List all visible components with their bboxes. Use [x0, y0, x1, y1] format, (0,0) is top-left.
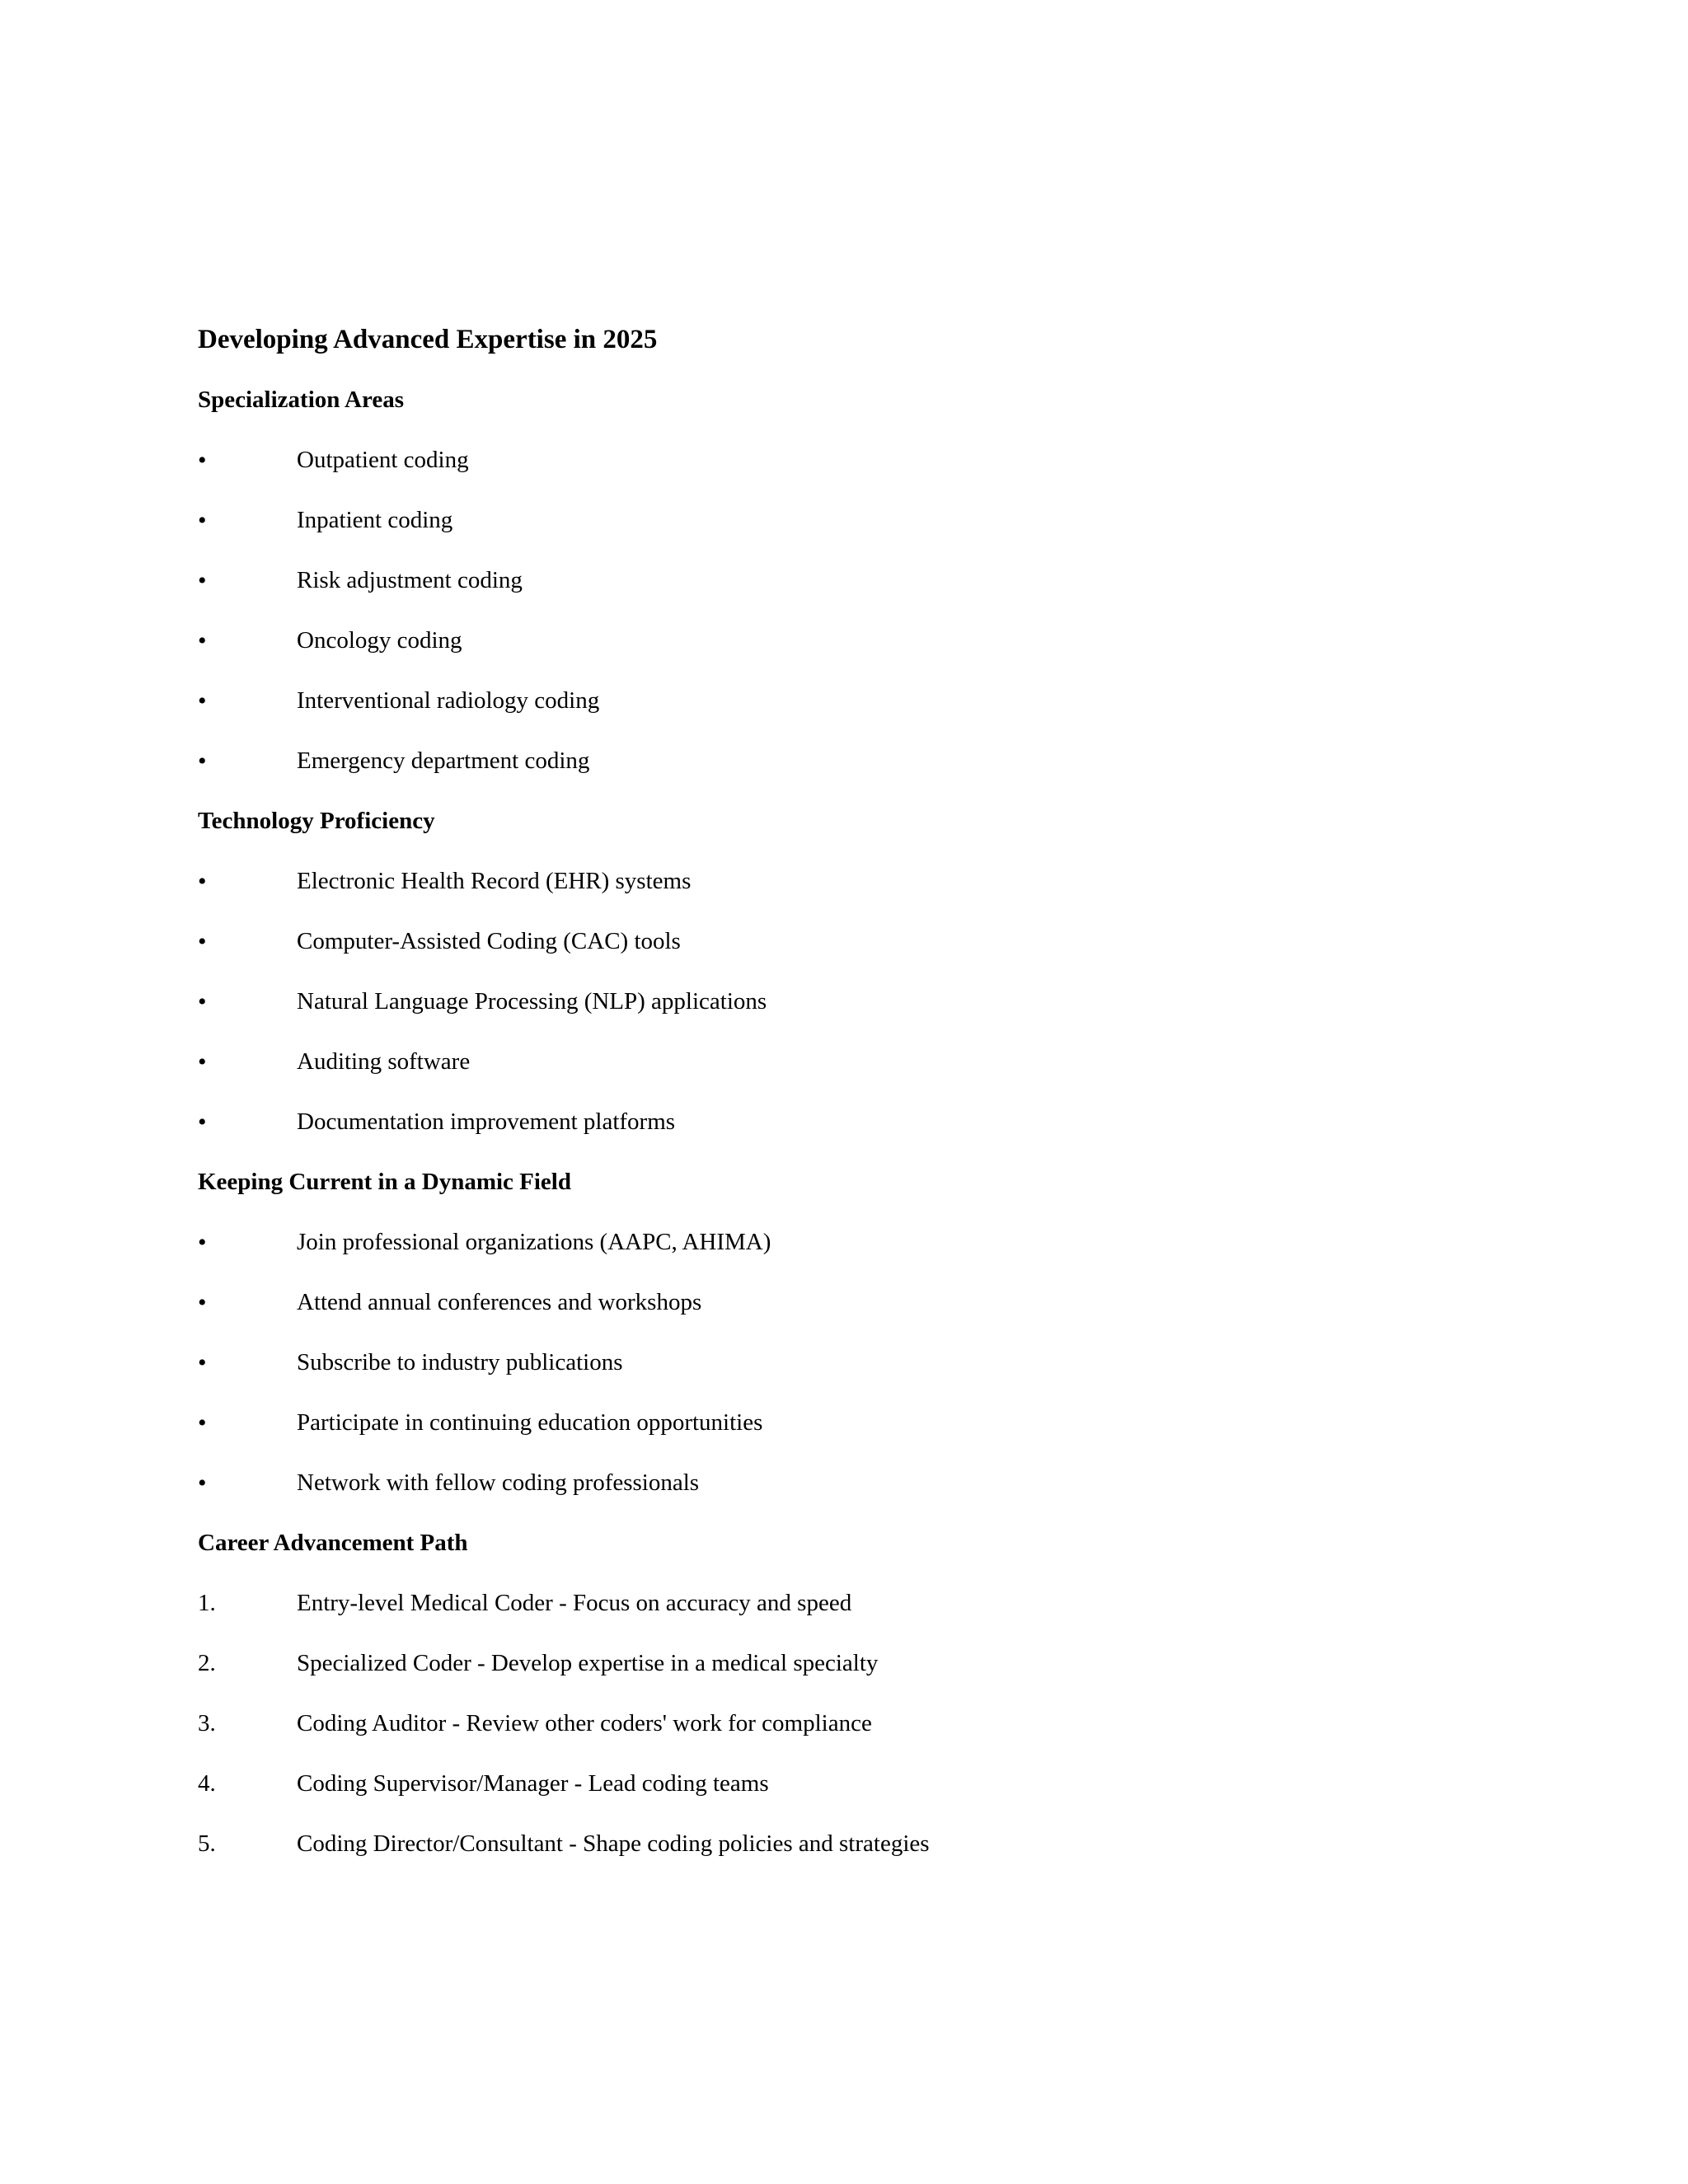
list-item-text: Natural Language Processing (NLP) applications: [297, 988, 767, 1015]
bullet-marker: •: [198, 1108, 207, 1136]
list-item: [198, 1224, 1517, 1261]
list-item: [198, 1404, 1517, 1441]
section-heading-career-advancement-path: Career Advancement Path: [198, 1530, 468, 1556]
list-item: [198, 1825, 1517, 1863]
number-marker: 2.: [198, 1650, 216, 1676]
career-advancement-list: [198, 1585, 1517, 1863]
document-title: Developing Advanced Expertise in 2025: [198, 325, 658, 354]
bullet-marker: •: [198, 627, 207, 654]
list-item-text: Network with fellow coding professionals: [297, 1469, 700, 1496]
list-item-text: Participate in continuing education opportunities: [297, 1409, 763, 1436]
bullet-marker: •: [198, 988, 207, 1015]
list-item: [198, 1645, 1517, 1682]
list-item-text: Coding Supervisor/Manager - Lead coding teams: [297, 1770, 769, 1797]
list-item-text: Interventional radiology coding: [297, 687, 600, 714]
bullet-marker: •: [198, 928, 207, 955]
list-item: [198, 442, 1517, 479]
section-heading-specialization-areas: Specialization Areas: [198, 387, 404, 413]
keeping-current-list: [198, 1224, 1517, 1502]
list-item: [198, 743, 1517, 780]
list-item-text: Attend annual conferences and workshops: [297, 1289, 702, 1315]
list-item-text: Computer-Assisted Coding (CAC) tools: [297, 928, 681, 954]
list-item: [198, 1585, 1517, 1622]
list-item: [198, 923, 1517, 960]
section-heading-keeping-current: Keeping Current in a Dynamic Field: [198, 1169, 571, 1195]
document-content: [198, 321, 1517, 1886]
list-item: [198, 1104, 1517, 1141]
bullet-marker: •: [198, 687, 207, 715]
list-item: [198, 622, 1517, 659]
list-item: [198, 863, 1517, 900]
bullet-marker: •: [198, 567, 207, 594]
list-item-text: Auditing software: [297, 1048, 471, 1075]
number-marker: 5.: [198, 1830, 216, 1857]
list-item-text: Emergency department coding: [297, 748, 590, 774]
technology-proficiency-list: [198, 863, 1517, 1141]
list-item-text: Join professional organizations (AAPC, AHIMA): [297, 1229, 771, 1255]
list-item: [198, 1284, 1517, 1321]
bullet-marker: •: [198, 748, 207, 775]
list-item-text: Risk adjustment coding: [297, 567, 523, 593]
bullet-marker: •: [198, 1229, 207, 1256]
list-item: [198, 1765, 1517, 1802]
list-item: [198, 1705, 1517, 1742]
number-marker: 3.: [198, 1710, 216, 1736]
list-item-text: Subscribe to industry publications: [297, 1349, 623, 1376]
list-item: [198, 562, 1517, 599]
bullet-marker: •: [198, 507, 207, 534]
list-item: [198, 682, 1517, 719]
list-item-text: Documentation improvement platforms: [297, 1108, 676, 1135]
list-item-text: Specialized Coder - Develop expertise in a medical specialty: [297, 1650, 879, 1676]
list-item-text: Inpatient coding: [297, 507, 453, 533]
list-item: [198, 502, 1517, 539]
bullet-marker: •: [198, 1409, 207, 1436]
section-heading-technology-proficiency: Technology Proficiency: [198, 808, 435, 834]
list-item-text: Electronic Health Record (EHR) systems: [297, 868, 692, 894]
list-item: [198, 1043, 1517, 1080]
list-item-text: Entry-level Medical Coder - Focus on accuracy and speed: [297, 1590, 852, 1616]
list-item: [198, 983, 1517, 1020]
bullet-marker: •: [198, 1469, 207, 1497]
list-item-text: Coding Auditor - Review other coders' work for compliance: [297, 1710, 872, 1736]
specialization-areas-list: [198, 442, 1517, 780]
bullet-marker: •: [198, 1048, 207, 1076]
bullet-marker: •: [198, 868, 207, 895]
number-marker: 4.: [198, 1770, 216, 1797]
list-item-text: Oncology coding: [297, 627, 462, 654]
list-item-text: Coding Director/Consultant - Shape coding policies and strategies: [297, 1830, 930, 1857]
bullet-marker: •: [198, 1349, 207, 1376]
bullet-marker: •: [198, 1289, 207, 1316]
number-marker: 1.: [198, 1590, 216, 1616]
list-item-text: Outpatient coding: [297, 447, 469, 473]
list-item: [198, 1344, 1517, 1381]
bullet-marker: •: [198, 447, 207, 474]
list-item: [198, 1465, 1517, 1502]
